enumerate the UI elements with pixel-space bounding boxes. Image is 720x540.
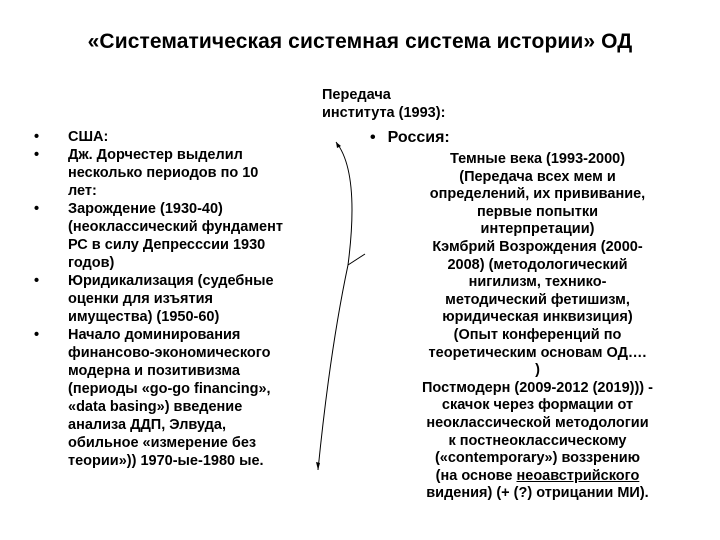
list-item-text xyxy=(68,272,334,326)
text-line: скачок через формации от xyxy=(441,397,634,414)
period-block xyxy=(360,380,715,503)
text-line: методический фетишизм, xyxy=(445,291,630,308)
text-line: юридическая инквизиция) xyxy=(442,309,633,326)
list-item-text xyxy=(68,326,334,470)
period-block xyxy=(360,239,715,327)
text-line: теории»)) 1970-ые-1980 ые. xyxy=(68,453,264,469)
text-fragment: (на основе xyxy=(435,467,517,484)
text-line: обильное «измерение без xyxy=(68,435,257,451)
text-line: 2008) (методологический xyxy=(447,256,628,273)
bullet-icon: • xyxy=(34,273,40,289)
text-line: модерна и позитивизма xyxy=(68,363,240,379)
text-line: имущества) (1950-60) xyxy=(68,309,220,325)
russia-bullet: • xyxy=(370,129,376,146)
transfer-line-2: института (1993): xyxy=(322,105,446,121)
text-line: Кэмбрий Возрождения (2000- xyxy=(432,238,643,255)
text-line: нигилизм, технико- xyxy=(468,274,607,291)
usa-periods-list xyxy=(34,128,334,470)
text-line: (Опыт конференций по xyxy=(453,326,622,343)
list-item xyxy=(34,326,334,470)
text-line xyxy=(360,468,715,486)
text-line: годов) xyxy=(68,255,115,271)
list-item xyxy=(34,146,334,200)
connector-arrow-top xyxy=(336,142,341,148)
text-line: интерпретации) xyxy=(480,221,595,238)
text-line: («contemporary») воззрению xyxy=(434,450,641,467)
russia-heading xyxy=(370,128,450,148)
text-line: (неоклассический фундамент xyxy=(68,219,283,235)
bullet-icon: • xyxy=(34,201,40,217)
text-line: теоретическим основам ОД…. xyxy=(428,344,647,361)
text-line: Юридикализация (судебные xyxy=(68,273,274,289)
text-line: финансово-экономического xyxy=(68,345,271,361)
text-line: видения) (+ (?) отрицании МИ). xyxy=(426,485,649,502)
text-line: анализа ДДП, Элвуда, xyxy=(68,417,226,433)
text-line: «data basing») введение xyxy=(68,399,243,415)
text-line: Дж. Дорчестер выделил xyxy=(68,147,243,163)
bullet-icon: • xyxy=(34,129,40,145)
period-block xyxy=(360,151,715,239)
text-line: (периоды «go-go financing», xyxy=(68,381,271,397)
text-line: Постмодерн (2009-2012 (2019))) - xyxy=(422,379,653,396)
text-line: ) xyxy=(535,362,540,379)
text-line: США: xyxy=(68,129,109,145)
list-item xyxy=(34,200,334,272)
list-item-text xyxy=(68,128,334,146)
text-line: оценки для изъятия xyxy=(68,291,213,307)
russia-periods xyxy=(360,151,715,503)
text-line: к постнеоклассическому xyxy=(448,432,627,449)
underlined-term: неоавстрийского xyxy=(516,467,640,484)
text-line: лет: xyxy=(68,183,97,199)
transfer-line-1: Передача xyxy=(322,87,391,103)
period-block xyxy=(360,327,715,380)
text-line: несколько периодов по 10 xyxy=(68,165,259,181)
text-line: Темные века (1993-2000) xyxy=(449,151,626,167)
bullet-icon: • xyxy=(34,147,40,163)
list-item-text xyxy=(68,146,334,200)
list-item xyxy=(34,128,334,146)
text-line: неоклассической методологии xyxy=(426,414,649,431)
bullet-icon: • xyxy=(34,327,40,343)
text-line: первые попытки xyxy=(476,203,599,220)
transfer-caption xyxy=(322,86,445,122)
russia-heading-text: Россия: xyxy=(387,129,450,146)
text-line: (Передача всех мем и xyxy=(459,168,616,185)
text-line: определений, их прививание, xyxy=(429,186,646,203)
text-line: Начало доминирования xyxy=(68,327,241,343)
text-line: РС в силу Депресссии 1930 xyxy=(68,237,266,253)
list-item-text xyxy=(68,200,334,272)
connector-line-top xyxy=(336,142,352,265)
text-line: Зарождение (1930-40) xyxy=(68,201,223,217)
list-item xyxy=(34,272,334,326)
slide-title: «Систематическая системная система истории» ОД xyxy=(87,30,633,53)
